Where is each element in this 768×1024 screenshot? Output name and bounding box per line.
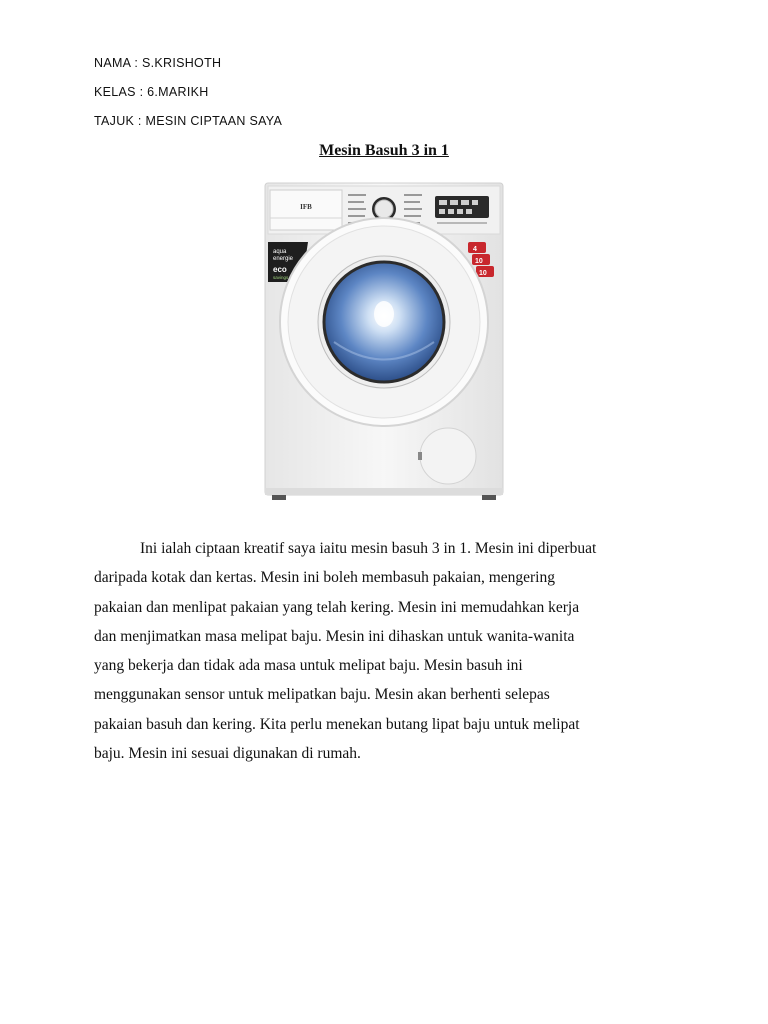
svg-text:aqua: aqua bbox=[273, 249, 287, 255]
paragraph-line: pakaian dan menlipat pakaian yang telah kering. Mesin ini memudahkan kerja bbox=[94, 598, 580, 616]
svg-text:energie: energie bbox=[273, 256, 294, 262]
paragraph-line: Ini ialah ciptaan kreatif saya iaitu mesin basuh 3 in 1. Mesin ini diperbuat bbox=[140, 540, 597, 557]
document-title: Mesin Basuh 3 in 1 bbox=[319, 142, 449, 159]
project-topic: TAJUK : MESIN CIPTAAN SAYA bbox=[94, 114, 283, 128]
svg-text:savings: savings bbox=[273, 275, 289, 280]
paragraph-line: dan menjimatkan masa melipat baju. Mesin ini dihaskan untuk wanita-wanita bbox=[94, 627, 575, 645]
paragraph-line: menggunakan sensor untuk melipatkan baju. Mesin akan berhenti selepas bbox=[94, 686, 550, 704]
eco-label: eco bbox=[273, 265, 287, 274]
paragraph-line: daripada kotak dan kertas. Mesin ini boleh membasuh pakaian, mengering bbox=[94, 569, 555, 587]
student-class: KELAS : 6.MARIKH bbox=[94, 85, 209, 99]
paragraph-line: pakaian basuh dan kering. Kita perlu menekan butang lipat baju untuk melipat bbox=[94, 715, 580, 733]
paragraph-line: yang bekerja dan tidak ada masa untuk melipat baju. Mesin basuh ini bbox=[94, 657, 523, 675]
student-name: NAMA : S.KRISHOTH bbox=[94, 56, 222, 70]
digital-display bbox=[435, 196, 489, 218]
filter-cover bbox=[420, 428, 476, 484]
svg-text:10: 10 bbox=[479, 270, 487, 277]
paragraph-line: baju. Mesin ini sesuai digunakan di rumah. bbox=[94, 745, 361, 763]
description-paragraph bbox=[94, 534, 678, 768]
washing-machine-image bbox=[262, 182, 506, 502]
svg-text:10: 10 bbox=[475, 258, 483, 265]
brand-logo: IFB bbox=[300, 203, 312, 211]
svg-text:4: 4 bbox=[473, 246, 477, 253]
